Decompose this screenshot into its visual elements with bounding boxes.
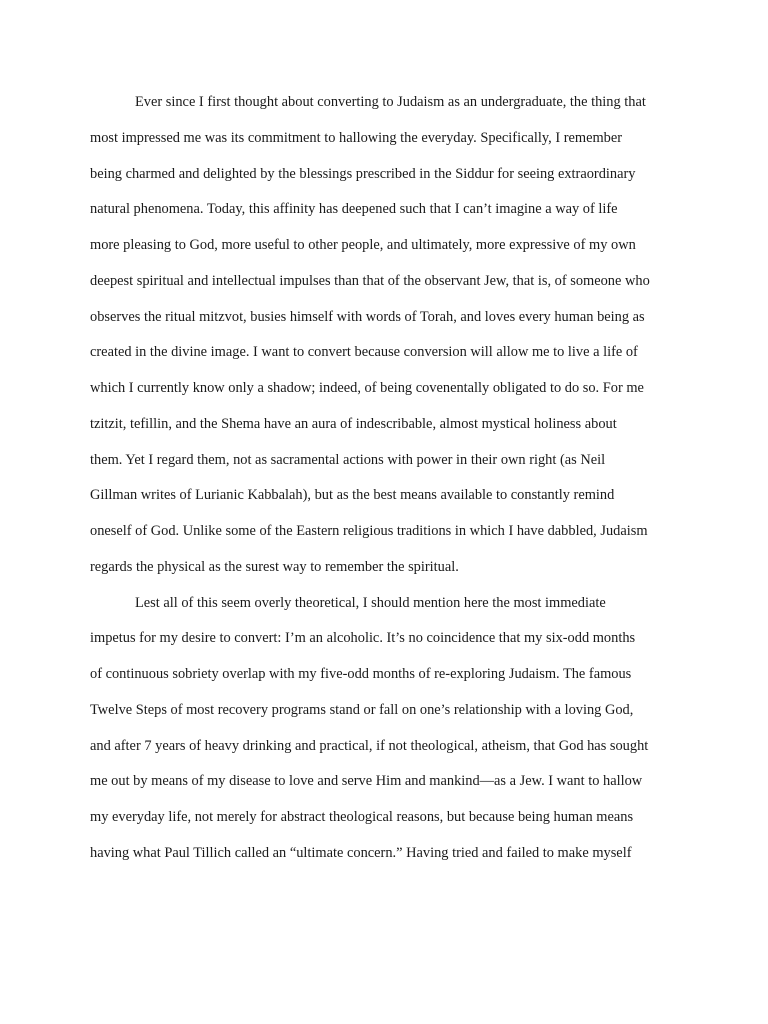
text-line: tzitzit, tefillin, and the Shema have an aura of indescribable, almost mystical holiness about [90,415,617,432]
text-line: impetus for my desire to convert: I’m an alcoholic. It’s no coincidence that my six-odd months [90,630,636,647]
text-line: Gillman writes of Lurianic Kabbalah), but as the best means available to constantly remind [90,487,615,504]
text-line: more pleasing to God, more useful to other people, and ultimately, more expressive of my own [90,237,636,253]
text-line: most impressed me was its commitment to hallowing the everyday. Specifically, I remember [90,129,623,146]
text-line: and after 7 years of heavy drinking and practical, if not theological, atheism, that God has sought [90,737,649,754]
document-body [90,85,680,872]
text-line: which I currently know only a shadow; indeed, of being covenentally obligated to do so. For me [90,380,644,396]
text-line: deepest spiritual and intellectual impulses than that of the observant Jew, that is, of someone who [90,272,650,289]
text-line: them. Yet I regard them, not as sacramental actions with power in their own right (as Neil [90,451,606,468]
text-line: my everyday life, not merely for abstract theological reasons, but because being human means [90,809,634,825]
text-line: oneself of God. Unlike some of the Eastern religious traditions in which I have dabbled, Judaism [90,523,648,539]
text-line: Twelve Steps of most recovery programs stand or fall on one’s relationship with a loving God, [90,701,634,718]
text-line: Lest all of this seem overly theoretical, I should mention here the most immediate [135,594,606,611]
text-line: regards the physical as the surest way to remember the spiritual. [90,558,459,575]
text-line: created in the divine image. I want to convert because conversion will allow me to live a life of [90,344,638,361]
text-line: Ever since I first thought about converting to Judaism as an undergraduate, the thing that [135,94,646,110]
text-line: me out by means of my disease to love and serve Him and mankind—as a Jew. I want to hallow [90,773,643,790]
text-line: observes the ritual mitzvot, busies himself with words of Torah, and loves every human being as [90,308,645,325]
text-line: natural phenomena. Today, this affinity has deepened such that I can’t imagine a way of life [90,201,618,218]
paragraph-1 [90,85,680,586]
text-line: of continuous sobriety overlap with my five-odd months of re-exploring Judaism. The famous [90,666,632,682]
text-line: being charmed and delighted by the blessings prescribed in the Siddur for seeing extraordinary [90,165,636,182]
paragraph-2 [90,586,680,872]
text-line: having what Paul Tillich called an “ultimate concern.” Having tried and failed to make myself [90,844,632,861]
